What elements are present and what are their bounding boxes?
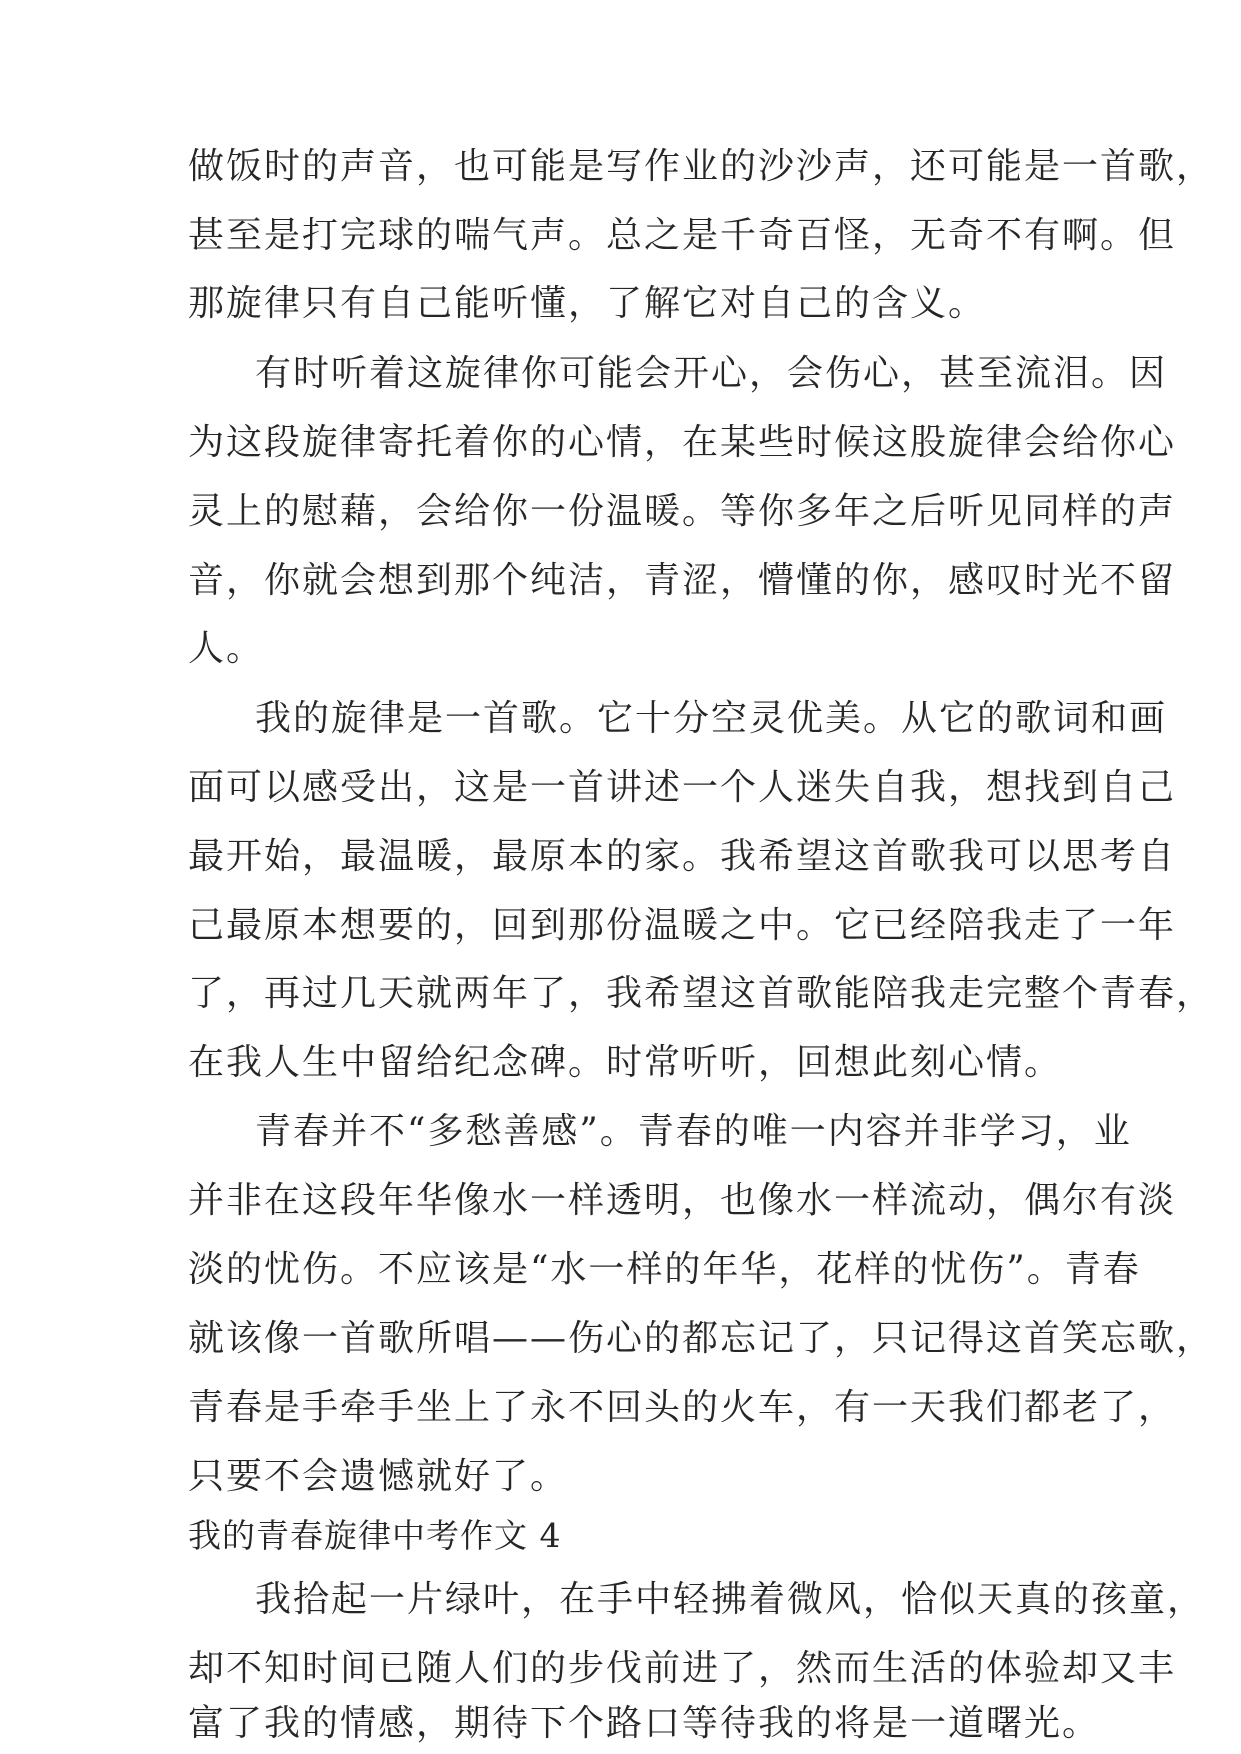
body-text-line: 只要不会遗憾就好了。 xyxy=(188,1456,569,1497)
body-text-line: 灵上的慰藉，会给你一份温暖。等你多年之后听见同样的声 xyxy=(188,491,1177,532)
body-text-line: 就该像一首歌所唱——伤心的都忘记了，只记得这首笑忘歌， xyxy=(188,1318,1215,1359)
section-heading: 我的青春旋律中考作文 4 xyxy=(188,1516,562,1555)
body-text-line: 却不知时间已随人们的步伐前进了，然而生活的体验却又丰 xyxy=(188,1648,1177,1689)
body-text-line: 在我人生中留给纪念碑。时常听听，回想此刻心情。 xyxy=(188,1042,1063,1083)
paragraph-first-line: 青春并不“多愁善感”。青春的唯一内容并非学习，业 xyxy=(255,1111,1132,1152)
body-text-line: 青春是手牵手坐上了永不回头的火车，有一天我们都老了， xyxy=(188,1387,1177,1428)
body-text-line: 淡的忧伤。不应该是“水一样的年华，花样的忧伤”。青春 xyxy=(188,1249,1141,1290)
body-text-line: 那旋律只有自己能听懂，了解它对自己的含义。 xyxy=(188,283,987,324)
body-text-line: 并非在这段年华像水一样透明，也像水一样流动，偶尔有淡 xyxy=(188,1180,1177,1221)
body-text-line: 人。 xyxy=(188,628,265,669)
body-text-line: 富了我的情感，期待下个路口等待我的将是一道曙光。 xyxy=(188,1703,1101,1744)
paragraph-first-line: 有时听着这旋律你可能会开心，会伤心，甚至流泪。因 xyxy=(255,353,1168,394)
body-text-line: 甚至是打完球的喘气声。总之是千奇百怪，无奇不有啊。但 xyxy=(188,215,1177,256)
paragraph-first-line: 我拾起一片绿叶，在手中轻拂着微风，恰似天真的孩童， xyxy=(255,1579,1206,1620)
body-text-line: 了，再过几天就两年了，我希望这首歌能陪我走完整个青春， xyxy=(188,973,1215,1014)
body-text-line: 面可以感受出，这是一首讲述一个人迷失自我，想找到自己 xyxy=(188,767,1177,808)
paragraph-first-line: 我的旋律是一首歌。它十分空灵优美。从它的歌词和画 xyxy=(255,698,1168,739)
body-text-line: 做饭时的声音，也可能是写作业的沙沙声，还可能是一首歌， xyxy=(188,146,1215,187)
body-text-line: 最开始，最温暖，最原本的家。我希望这首歌我可以思考自 xyxy=(188,836,1177,877)
body-text-line: 己最原本想要的，回到那份温暖之中。它已经陪我走了一年 xyxy=(188,905,1177,946)
body-text-line: 音，你就会想到那个纯洁，青涩，懵懂的你，感叹时光不留 xyxy=(188,560,1177,601)
body-text-line: 为这段旋律寄托着你的心情，在某些时候这股旋律会给你心 xyxy=(188,422,1177,463)
